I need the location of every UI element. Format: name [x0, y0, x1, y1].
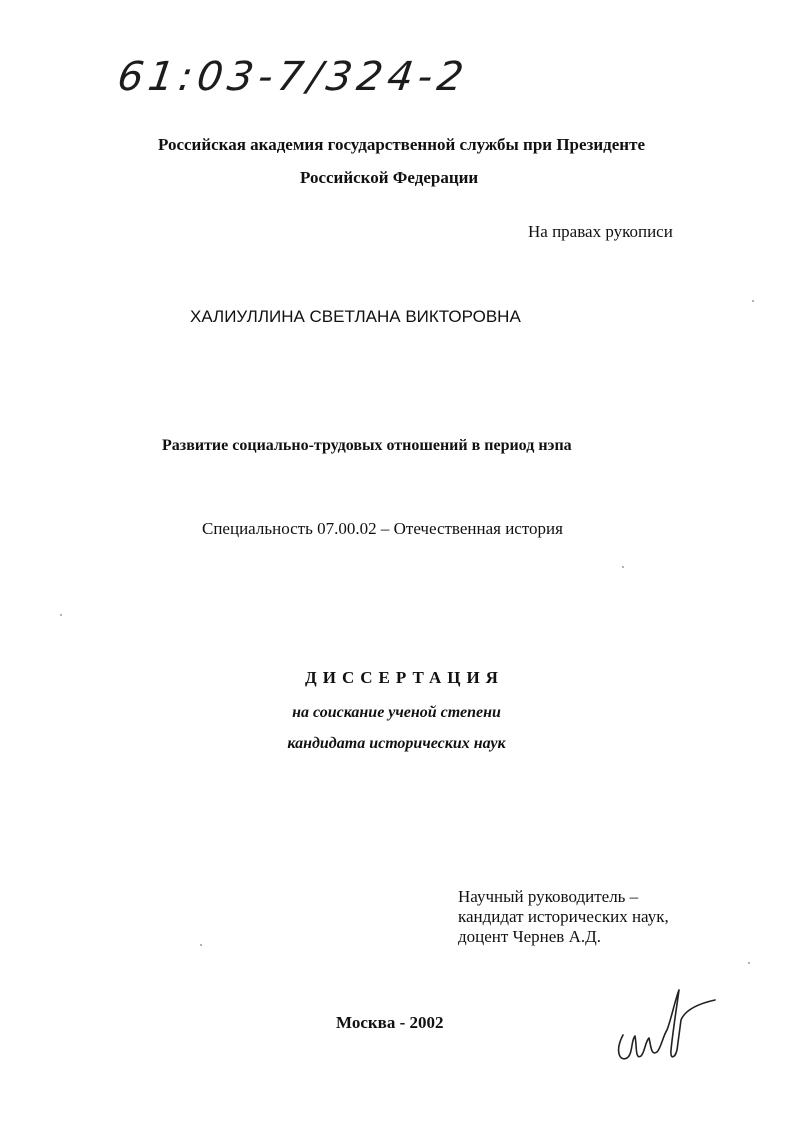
degree-line1: на соискание ученой степени — [292, 704, 501, 721]
author-name: ХАЛИУЛЛИНА СВЕТЛАНА ВИКТОРОВНА — [190, 307, 521, 326]
dissertation-title: Развитие социально-трудовых отношений в период нэпа — [162, 437, 572, 454]
advisor-line1: Научный руководитель – — [458, 887, 639, 906]
institution-name-line2: Российской Федерации — [300, 168, 479, 187]
document-type-heading: ДИССЕРТАЦИЯ — [305, 668, 504, 687]
scan-speck — [622, 566, 624, 568]
city-year: Москва - 2002 — [336, 1013, 444, 1032]
scan-speck — [752, 300, 754, 302]
handwritten-signature — [605, 980, 725, 1070]
handwritten-archive-code: 61:03-7/324-2 — [114, 54, 472, 100]
advisor-line2: кандидат исторических наук, — [458, 907, 669, 926]
manuscript-rights-note: На правах рукописи — [528, 222, 673, 241]
advisor-line3: доцент Чернев А.Д. — [458, 927, 601, 946]
scan-speck — [748, 962, 750, 964]
scan-speck — [200, 944, 202, 946]
scan-speck — [60, 614, 62, 616]
institution-name-line1: Российская академия государственной службы при Президенте — [158, 135, 645, 154]
specialty-line: Специальность 07.00.02 – Отечественная история — [202, 519, 563, 538]
degree-line2: кандидата исторических наук — [287, 735, 506, 752]
